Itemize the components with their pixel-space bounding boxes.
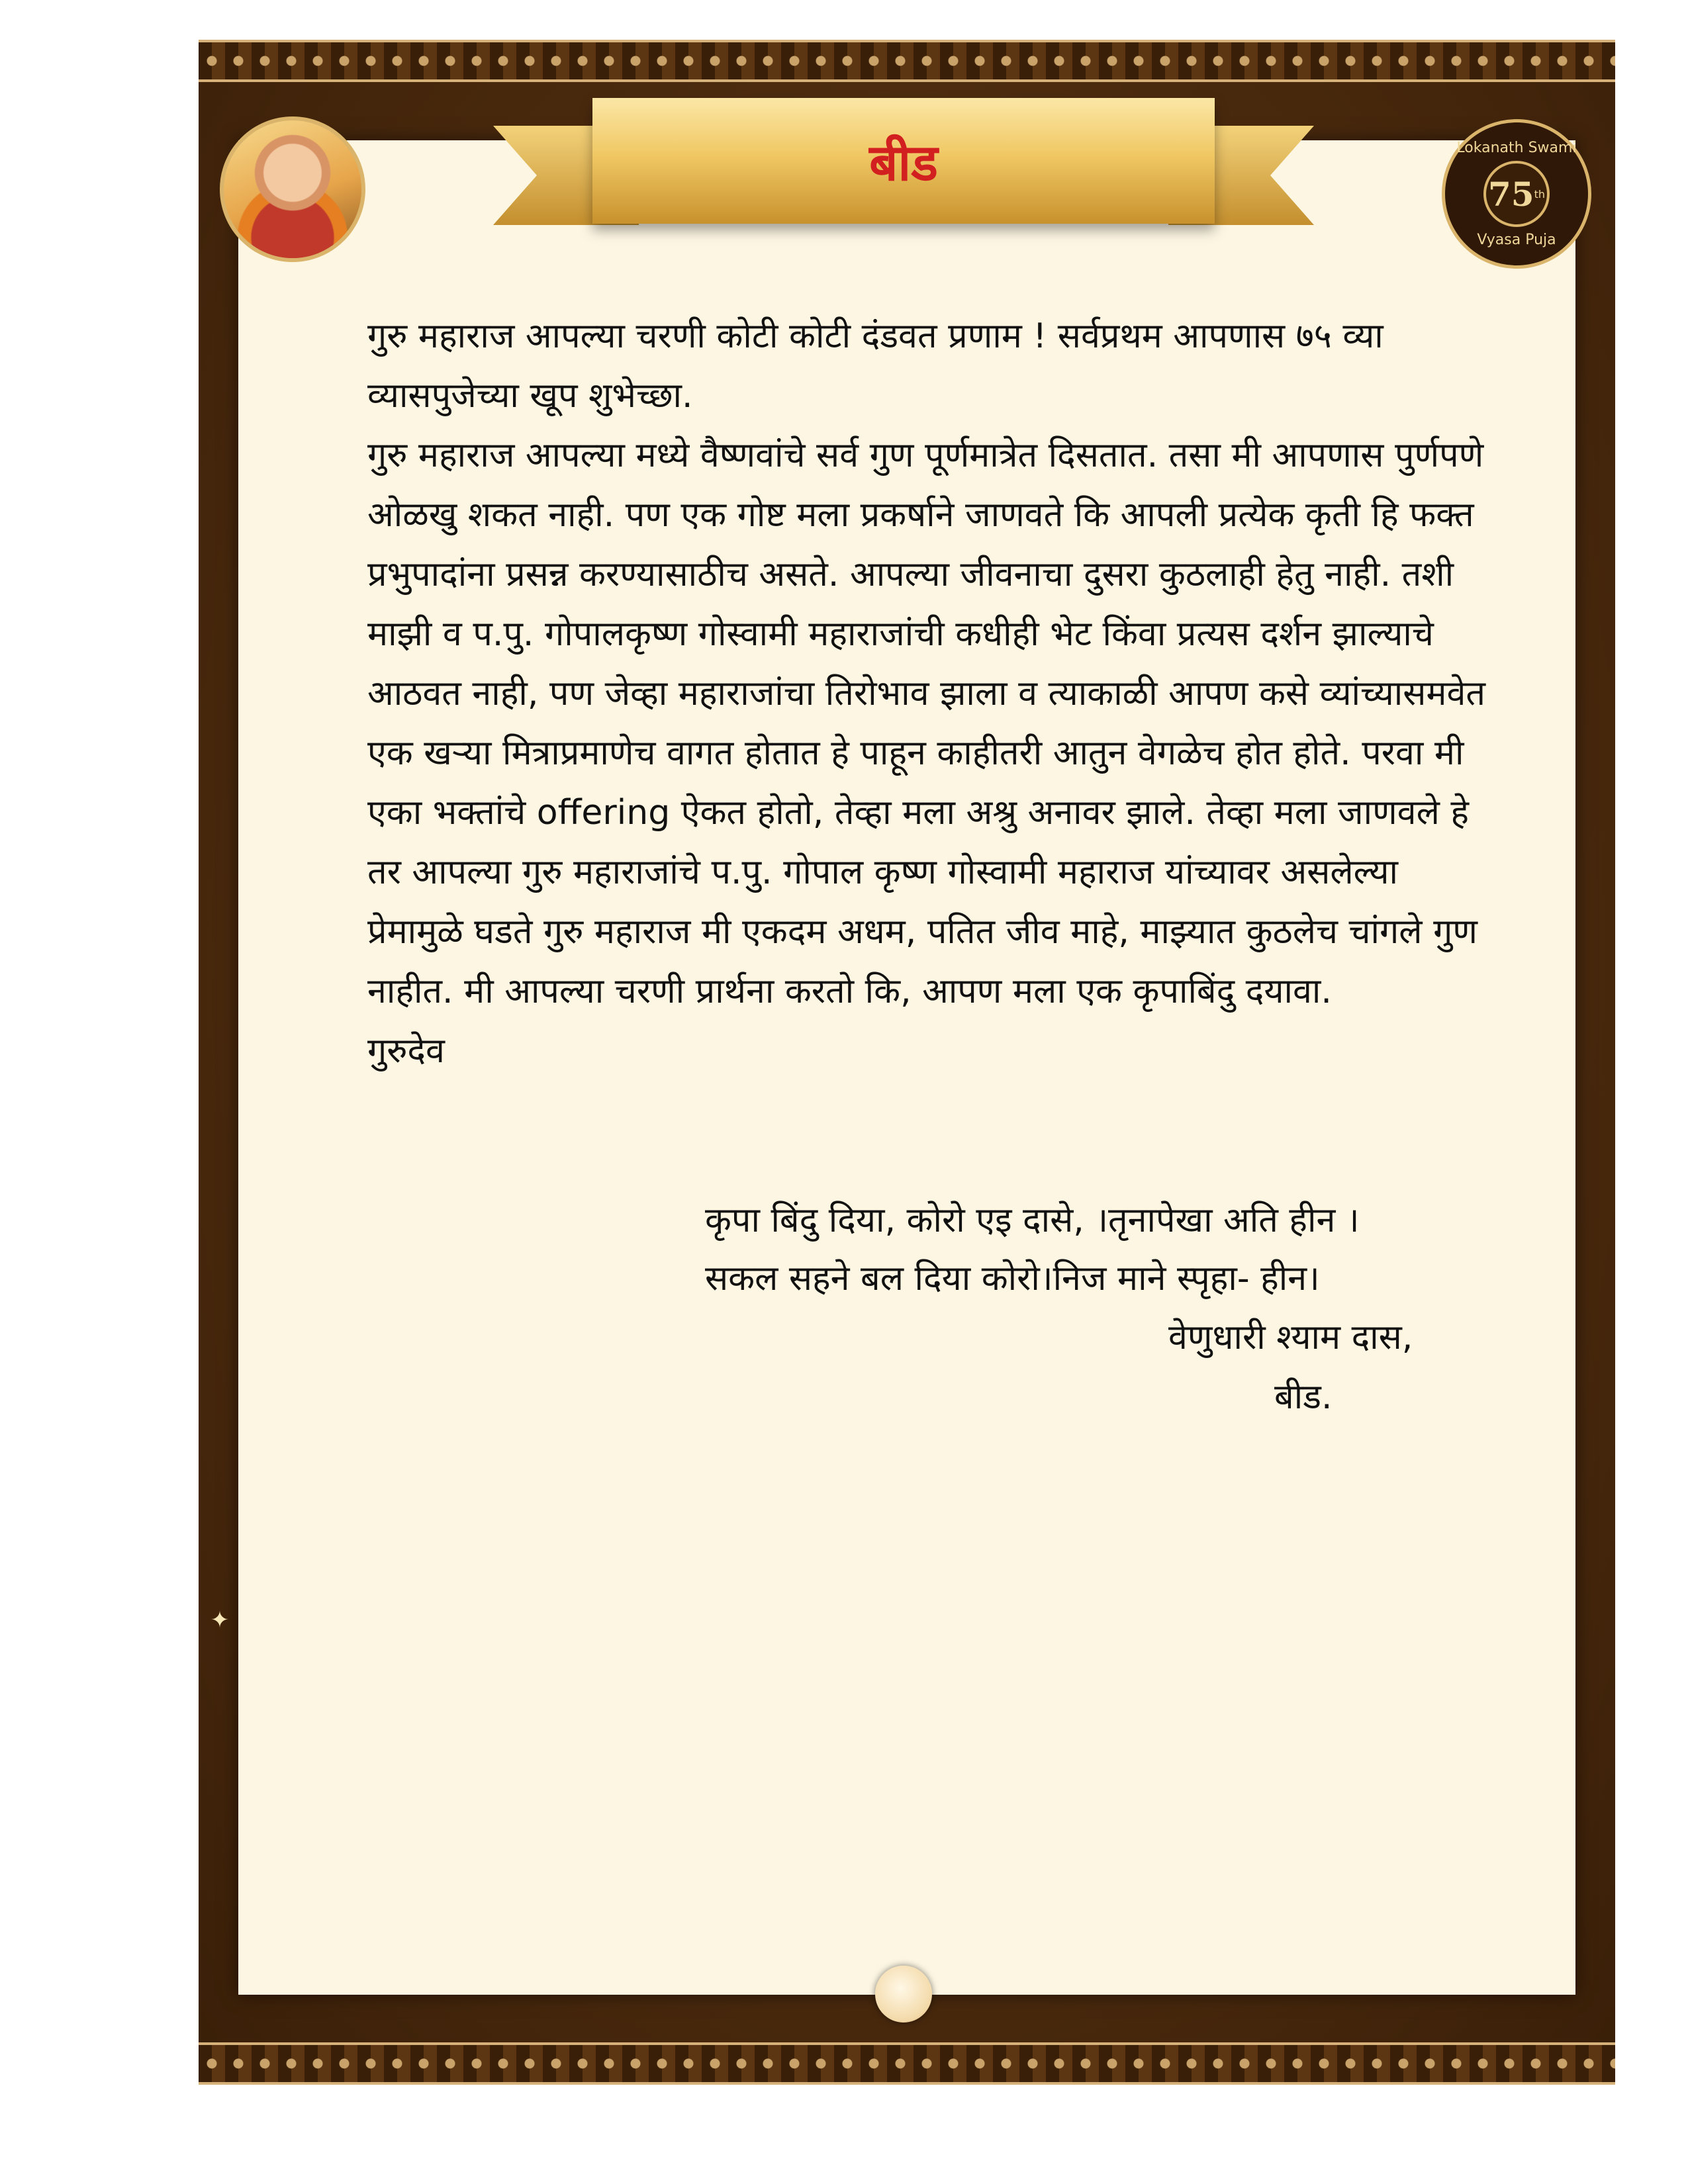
signature-name: वेणुधारी श्याम दास, [1168, 1318, 1413, 1357]
greeting-paragraph: गुरु महाराज आपल्या चरणी कोटी कोटी दंडवत प्रणाम ! सर्वप्रथम आपणास ७५ व्या व्यासपुजेच्या खूप शुभेच्छा. [367, 316, 1383, 416]
signature-place: बीड. [1274, 1377, 1333, 1417]
badge-bottom-text: Vyasa Puja [1477, 232, 1556, 248]
letter-body [367, 306, 1493, 1081]
verse-line-2: सकल सहने बल दिया कोरो।निज माने स्पृहा- हीन। [705, 1259, 1320, 1298]
salutation: गुरुदेव [367, 1031, 445, 1071]
guru-portrait-avatar [220, 116, 365, 262]
badge-number: 75 [1487, 174, 1534, 214]
badge-number-circle [1483, 161, 1550, 227]
badge-top-text: Lokanath Swami [1456, 140, 1577, 156]
ribbon-banner [592, 98, 1215, 224]
title-ribbon [493, 98, 1314, 257]
bottom-ornament-circle [875, 1966, 932, 2023]
badge-number-suffix: th [1534, 187, 1545, 201]
bottom-ornamental-border [199, 2042, 1615, 2085]
signature-block [1168, 1308, 1566, 1427]
sparkle-icon: ✦ [210, 1607, 230, 1633]
top-ornamental-border [199, 40, 1615, 82]
vyasa-puja-75-logo [1442, 119, 1591, 269]
verse-block [705, 1191, 1499, 1308]
page-title: बीड [869, 132, 938, 192]
verse-line-1: कृपा बिंदु दिया, कोरो एइ दासे, ।तृनापेखा अति हीन । [705, 1201, 1360, 1240]
main-paragraph: गुरु महाराज आपल्या मध्ये वैष्णवांचे सर्व गुण पूर्णमात्रेत दिसतात. तसा मी आपणास पुर्णपणे ओळखु शकत नाही. पण एक गोष्ट मला प्रकर्षाने जाणवते कि आपली प्रत्येक कृती हि फक्त प्रभुपादांना प्रसन्न करण्यासाठीच असते. आपल्या जीवनाचा दुसरा कुठलाही हेतु नाही. तशी माझी व प.पु. गोपालकृष्ण गोस्वामी महाराजांची कधीही भेट किंवा प्रत्यस दर्शन झाल्याचे आठवत नाही, पण जेव्हा महाराजांचा तिरोभाव झाला व त्याकाळी आपण कसे व्यांच्यासमवेत एक खऱ्या मित्राप्रमाणेच वागत होतात हे पाहून काहीतरी आतुन वेगळेच होत होते. परवा मी एका भक्तांचे offering ऐकत होतो, तेव्हा मला अश्रु अनावर झाले. तेव्हा मला जाणवले हे तर आपल्या गुरु महाराजांचे प.पु. गोपाल कृष्ण गोस्वामी महाराज यांच्यावर असलेल्या प्रेमामुळे घडते गुरु महाराज मी एकदम अधम, पतित जीव माहे, माझ्यात कुठलेच चांगले गुण नाहीत. मी आपल्या चरणी प्रार्थना करतो कि, आपण मला एक कृपाबिंदु दयावा. [367, 435, 1486, 1011]
